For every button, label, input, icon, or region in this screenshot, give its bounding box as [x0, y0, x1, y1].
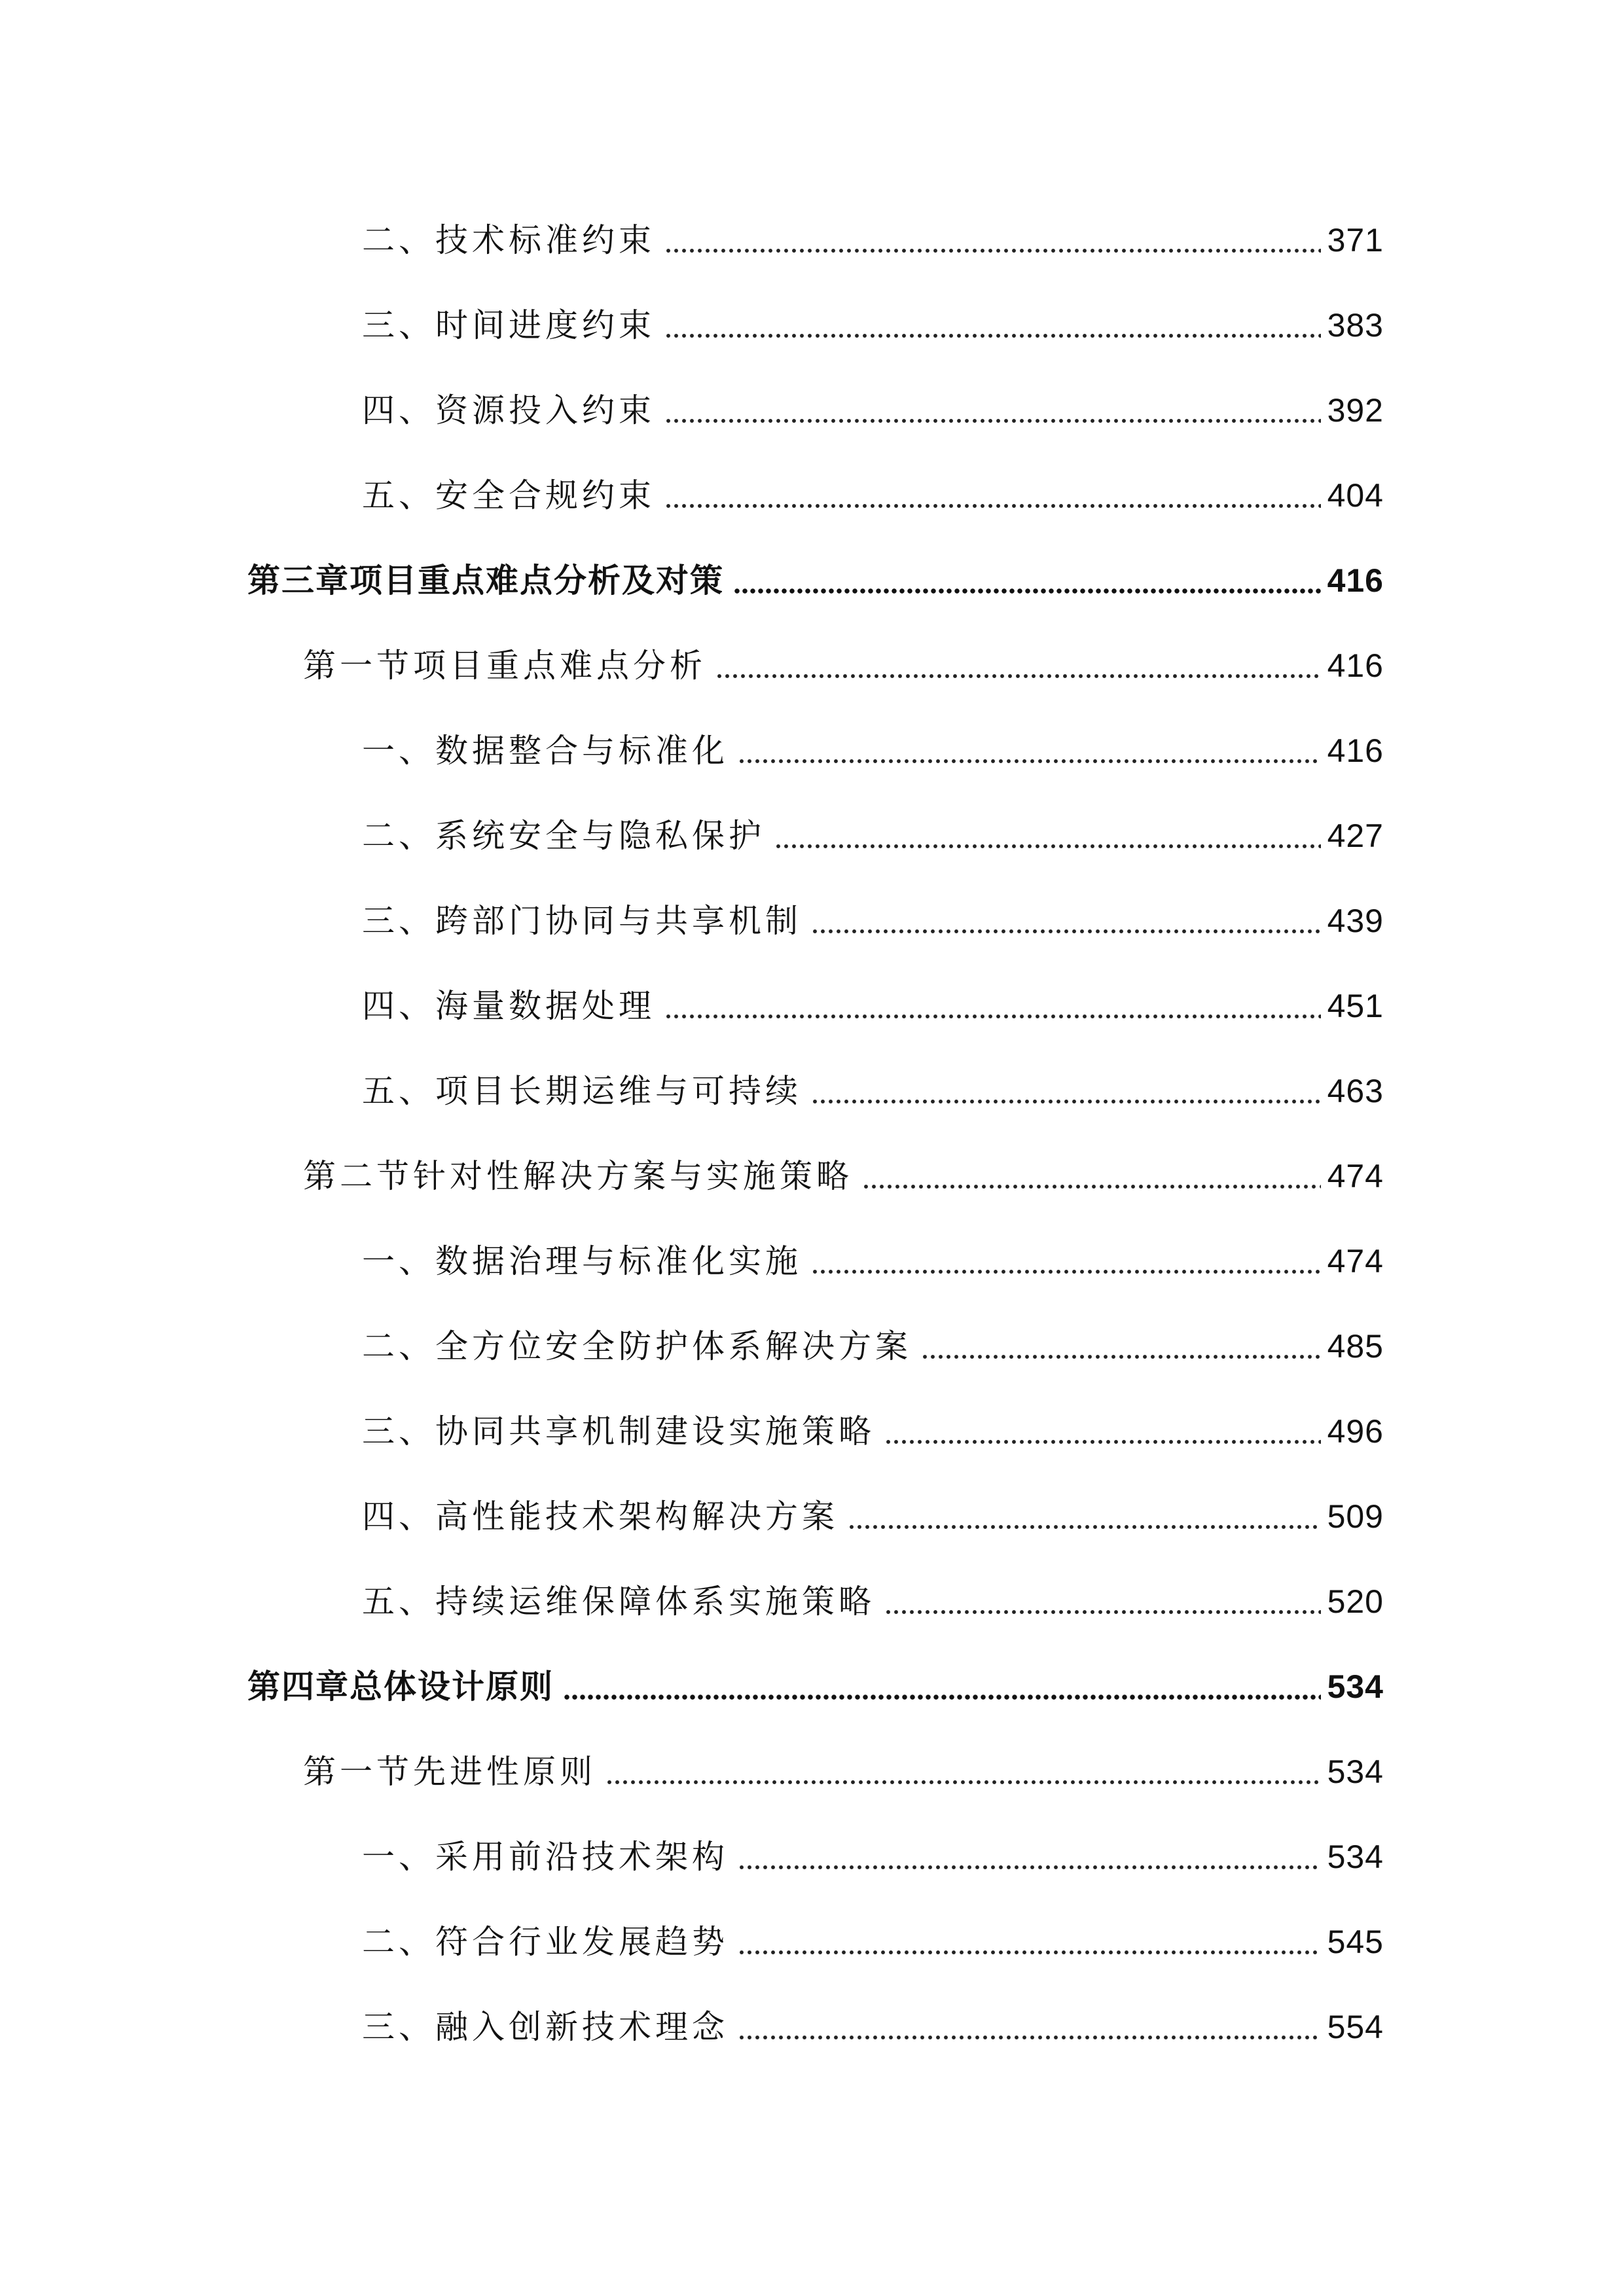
toc-entry-page: 392: [1327, 392, 1384, 429]
toc-entry-page: 439: [1327, 903, 1384, 939]
toc-entry-title: 三、时间进度约束: [362, 306, 655, 344]
dot-leader: [715, 672, 1321, 681]
toc-entry-page: 534: [1327, 1753, 1384, 1790]
toc-entry-page: 520: [1327, 1583, 1384, 1620]
toc-entry-title: 五、项目长期运维与可持续: [362, 1072, 802, 1110]
toc-entry[interactable]: [0, 878, 1624, 963]
toc-entry-page: 485: [1327, 1328, 1384, 1365]
dot-leader: [774, 842, 1321, 851]
toc-entry-page: 451: [1327, 988, 1384, 1024]
dot-leader: [848, 1522, 1321, 1532]
toc-entry-title: 三、协同共享机制建设实施策略: [362, 1412, 875, 1450]
toc-entry-page: 416: [1327, 647, 1384, 684]
dot-leader: [733, 586, 1321, 596]
toc-entry[interactable]: [0, 198, 1624, 283]
toc-entry-page: 534: [1327, 1839, 1384, 1875]
toc-entry-title: 一、采用前沿技术架构: [362, 1838, 729, 1876]
toc-entry-page: 509: [1327, 1498, 1384, 1535]
toc-section-entry[interactable]: [0, 623, 1624, 708]
toc-entry[interactable]: [0, 283, 1624, 368]
dot-leader: [664, 416, 1321, 425]
toc-entry[interactable]: [0, 1304, 1624, 1389]
dot-leader: [862, 1182, 1321, 1191]
toc-entry-page: 371: [1327, 222, 1384, 259]
toc-entry-title: 二、符合行业发展趋势: [362, 1923, 729, 1961]
dot-leader: [563, 1693, 1321, 1702]
dot-leader: [738, 1948, 1321, 1957]
toc-entry[interactable]: [0, 368, 1624, 453]
toc-entry[interactable]: [0, 708, 1624, 793]
toc-entry-page: 427: [1327, 817, 1384, 854]
toc-section-entry[interactable]: [0, 1729, 1624, 1814]
toc-entry-title: 五、安全合规约束: [362, 476, 655, 514]
toc-entry[interactable]: [0, 1219, 1624, 1304]
dot-leader: [811, 1097, 1321, 1106]
toc-entry[interactable]: [0, 1814, 1624, 1899]
toc-entry-title: 一、数据治理与标准化实施: [362, 1242, 802, 1280]
toc-entry-title: 三、融入创新技术理念: [362, 2008, 729, 2046]
dot-leader: [884, 1607, 1321, 1617]
toc-entry[interactable]: [0, 1049, 1624, 1134]
toc-entry[interactable]: [0, 453, 1624, 538]
toc-entry-page: 496: [1327, 1413, 1384, 1450]
toc-section-entry[interactable]: [0, 1134, 1624, 1219]
dot-leader: [811, 927, 1321, 936]
toc-entry[interactable]: [0, 1474, 1624, 1559]
toc-entry-title: 二、技术标准约束: [362, 221, 655, 259]
dot-leader: [605, 1778, 1321, 1787]
dot-leader: [811, 1267, 1321, 1276]
dot-leader: [884, 1437, 1321, 1446]
toc-entry-title: 第一节先进性原则: [303, 1753, 596, 1791]
dot-leader: [738, 2033, 1321, 2042]
dot-leader: [664, 501, 1321, 511]
dot-leader: [664, 331, 1321, 340]
toc-entry-page: 545: [1327, 1924, 1384, 1960]
dot-leader: [738, 757, 1321, 766]
toc-entry-title: 第四章总体设计原则: [247, 1668, 554, 1706]
toc-entry[interactable]: [0, 1984, 1624, 2070]
toc-entry-title: 一、数据整合与标准化: [362, 732, 729, 770]
toc-entry-title: 四、资源投入约束: [362, 391, 655, 429]
toc-entry-title: 二、全方位安全防护体系解决方案: [362, 1327, 912, 1365]
toc-entry-page: 416: [1327, 562, 1384, 599]
toc-chapter-entry[interactable]: [0, 538, 1624, 623]
toc-entry-page: 404: [1327, 477, 1384, 514]
toc-entry-page: 416: [1327, 732, 1384, 769]
toc-entry-page: 474: [1327, 1243, 1384, 1280]
dot-leader: [738, 1863, 1321, 1872]
toc-entry-title: 五、持续运维保障体系实施策略: [362, 1583, 875, 1621]
toc-entry-title: 三、跨部门协同与共享机制: [362, 902, 802, 940]
toc-entry-page: 554: [1327, 2009, 1384, 2045]
toc-entry[interactable]: [0, 1899, 1624, 1984]
toc-entry-title: 四、高性能技术架构解决方案: [362, 1498, 839, 1535]
toc-entry-title: 第一节项目重点难点分析: [303, 647, 706, 685]
toc-entry[interactable]: [0, 963, 1624, 1049]
toc-entry-title: 第三章项目重点难点分析及对策: [247, 562, 724, 600]
toc-entry-page: 534: [1327, 1668, 1384, 1705]
toc-entry-page: 474: [1327, 1158, 1384, 1194]
toc-entry[interactable]: [0, 1559, 1624, 1644]
toc-entry-title: 四、海量数据处理: [362, 987, 655, 1025]
toc-entry[interactable]: [0, 1389, 1624, 1474]
dot-leader: [921, 1352, 1321, 1361]
toc-entry-title: 第二节针对性解决方案与实施策略: [303, 1157, 853, 1195]
dot-leader: [664, 246, 1321, 255]
toc-entry-page: 383: [1327, 307, 1384, 344]
toc-entry-page: 463: [1327, 1073, 1384, 1109]
toc-entry-title: 二、系统安全与隐私保护: [362, 817, 765, 855]
dot-leader: [664, 1012, 1321, 1021]
toc-entry[interactable]: [0, 793, 1624, 878]
toc-chapter-entry[interactable]: [0, 1644, 1624, 1729]
